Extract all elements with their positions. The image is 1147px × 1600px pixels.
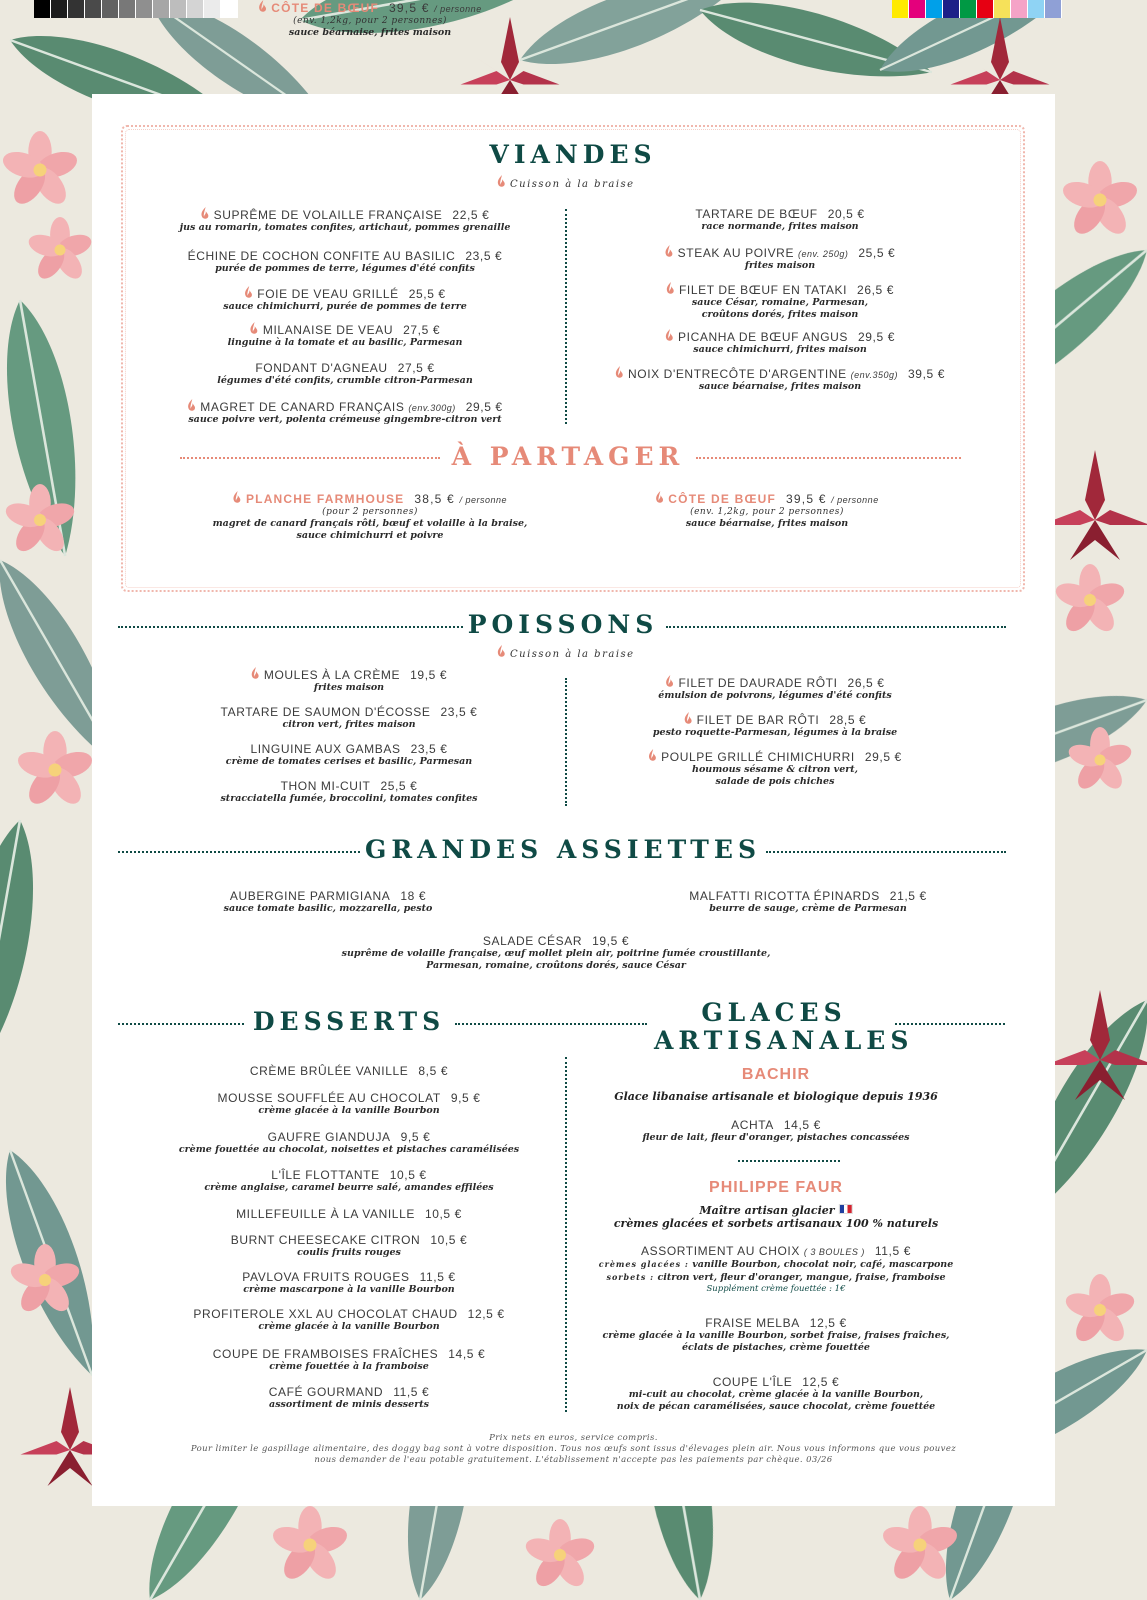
menu-item — [658, 675, 891, 702]
item-name: TARTARE DE SAUMON D'ÉCOSSE — [220, 705, 431, 719]
assortiment-sorbets-label: sorbets : — [606, 1272, 655, 1282]
item-note: (env.300g) — [408, 403, 456, 413]
partager-title: À PARTAGER — [451, 442, 685, 471]
item-price: 29,5 € — [864, 750, 902, 764]
item-note: (env. 1,2kg, pour 2 personnes) — [690, 507, 844, 517]
item-price: 26,5 € — [857, 283, 895, 297]
menu-item — [242, 1270, 455, 1296]
item-name: PLANCHE FARMHOUSE — [245, 492, 405, 506]
menu-item — [648, 749, 902, 788]
flame-icon — [244, 286, 253, 299]
assortiment-cremes-label: crèmes glacées : — [598, 1259, 689, 1269]
glaces-title-line1: GLACES — [701, 998, 847, 1027]
item-description: assortiment de minis desserts — [269, 1399, 429, 1410]
item-name: MILLEFEUILLE À LA VANILLE — [236, 1207, 415, 1221]
item-description: crème de tomates cerises et basilic, Parmesan — [225, 756, 473, 767]
item-heading — [228, 322, 463, 337]
item-heading — [643, 1118, 910, 1132]
item-heading — [226, 742, 472, 756]
item-price: 25,5 € — [408, 287, 446, 301]
flame-icon — [615, 366, 624, 379]
item-heading — [179, 1130, 519, 1144]
menu-item — [188, 249, 503, 275]
item-description: purée de pommes de terre, légumes d'été confits — [215, 263, 475, 274]
flame-icon — [655, 491, 664, 504]
item-name: CRÈME BRÛLÉE VANILLE — [249, 1064, 409, 1078]
menu-item — [617, 1375, 935, 1413]
menu-item — [615, 366, 945, 393]
assortiment-supplement: Supplément crème fouettée : 1€ — [706, 1284, 846, 1294]
item-price: 19,5 € — [410, 668, 448, 682]
item-heading — [258, 0, 481, 15]
item-price: 14,5 € — [783, 1118, 821, 1132]
item-price: 12,5 € — [809, 1316, 847, 1330]
item-price: 10,5 € — [430, 1233, 468, 1247]
item-heading — [653, 712, 897, 727]
item-heading — [658, 675, 891, 690]
flame-icon — [665, 245, 674, 258]
color-swatches — [892, 0, 1062, 18]
partager-rule-left — [180, 457, 440, 459]
item-name: SALADE CÉSAR — [482, 934, 583, 948]
menu-item — [217, 1091, 480, 1117]
item-description: beurre de sauge, crème de Parmesan — [709, 903, 907, 914]
item-price: 20,5 € — [827, 207, 865, 221]
item-name: L'ÎLE FLOTTANTE — [271, 1168, 380, 1182]
glaces-title-line2: ARTISANALES — [654, 1026, 914, 1055]
item-name: MOULES À LA CRÈME — [263, 668, 401, 682]
flame-icon — [665, 675, 674, 688]
glaces-rule-right — [895, 1023, 1005, 1025]
flame-icon — [250, 322, 259, 335]
item-price: 38,5 € — [414, 492, 455, 506]
item-price: 12,5 € — [802, 1375, 840, 1389]
item-name: PROFITEROLE XXL AU CHOCOLAT CHAUD — [193, 1307, 458, 1321]
footer-line-2: Pour limiter le gaspillage alimentaire, des doggy bag sont à votre disposition. Tous nos œufs sont issus d'élevages plein air. Nous vous informons que vous pouvez — [190, 1444, 957, 1454]
faur-brand: PHILIPPE FAUR — [709, 1179, 843, 1196]
item-description: sauce chimichurri, frites maison — [693, 344, 867, 355]
item-price: 19,5 € — [592, 934, 630, 948]
item-price: 23,5 € — [440, 705, 478, 719]
menu-item — [179, 1130, 519, 1156]
item-description: crème fouettée à la framboise — [269, 1361, 429, 1372]
item-price: 9,5 € — [400, 1130, 431, 1144]
poissons-rule-right — [666, 626, 1006, 628]
item-heading — [217, 1091, 480, 1105]
item-per: / personne — [831, 495, 879, 505]
viandes-column-divider — [565, 209, 567, 424]
assortiment-item — [599, 1244, 954, 1294]
menu-item — [258, 0, 481, 39]
faur-tagline — [614, 1204, 938, 1230]
menu-item — [193, 1307, 504, 1333]
item-name: COUPE L'ÎLE — [712, 1375, 793, 1389]
flame-icon — [666, 282, 675, 295]
menu-item — [187, 399, 502, 426]
menu-item — [695, 207, 864, 233]
item-heading — [242, 1270, 455, 1284]
item-description: sauce béarnaise, frites maison — [288, 27, 452, 38]
item-note: (env. 1,2kg, pour 2 personnes) — [293, 16, 447, 26]
item-description: citron vert, frites maison — [282, 719, 416, 730]
item-heading — [213, 1347, 485, 1361]
flame-icon — [251, 667, 260, 680]
item-description: houmous sésame & citron vert, — [692, 764, 858, 775]
viandes-title: VIANDES — [489, 140, 657, 169]
menu-item — [228, 322, 463, 349]
menu-item — [603, 1316, 950, 1354]
assortiment-name: ASSORTIMENT AU CHOIX — [641, 1244, 800, 1258]
item-description: linguine à la tomate et au basilic, Parmesan — [227, 337, 463, 348]
item-heading — [223, 286, 467, 301]
assiettes-rule-left — [118, 851, 360, 853]
item-description: crème glacée à la vanille Bourbon, sorbet fraise, fraises fraîches, — [602, 1330, 950, 1341]
menu-item — [224, 889, 433, 915]
item-price: 22,5 € — [452, 208, 490, 222]
item-per: / personne — [434, 4, 482, 14]
item-price: 25,5 € — [380, 779, 418, 793]
menu-item — [250, 1064, 448, 1078]
menu-item — [655, 491, 878, 530]
poissons-rule-left — [118, 626, 463, 628]
item-description: coulis fruits rouges — [297, 1247, 401, 1258]
assortiment-price: 11,5 € — [874, 1244, 911, 1258]
item-price: 39,5 € — [908, 367, 945, 381]
faur-tagline-1: Maître artisan glacier — [699, 1204, 835, 1217]
assiettes-rule-right — [766, 851, 1006, 853]
footer-notes — [92, 1433, 1055, 1466]
menu-item — [231, 1233, 468, 1259]
item-description: mi-cuit au chocolat, crème glacée à la vanille Bourbon, — [628, 1389, 924, 1400]
item-name: ACHTA — [731, 1118, 774, 1132]
item-heading — [221, 705, 478, 719]
menu-item — [342, 934, 771, 972]
menu-item — [665, 329, 895, 356]
item-heading — [655, 491, 878, 506]
menu-item — [217, 361, 472, 387]
item-price: 25,5 € — [858, 246, 896, 260]
item-description: jus au romarin, tomates confites, artichaut, pommes grenaille — [179, 222, 511, 233]
item-name: AUBERGINE PARMIGIANA — [229, 889, 391, 903]
item-name: FILET DE DAURADE RÔTI — [678, 676, 838, 690]
item-name: PICANHA DE BŒUF ANGUS — [678, 330, 848, 344]
item-heading — [666, 282, 894, 297]
item-description: émulsion de poivrons, légumes d'été confits — [658, 690, 892, 701]
menu-item — [223, 286, 467, 313]
item-name: FOIE DE VEAU GRILLÉ — [257, 287, 399, 301]
item-description: frites maison — [313, 682, 385, 693]
item-name: CÔTE DE BŒUF — [668, 492, 777, 506]
item-price: 11,5 € — [419, 1270, 456, 1284]
poissons-title: POISSONS — [467, 610, 659, 639]
item-description: race normande, frites maison — [701, 221, 859, 232]
item-description: magret de canard français rôti, bœuf et volaille à la braise, — [212, 518, 528, 529]
item-name: MILANAISE DE VEAU — [262, 323, 394, 337]
item-description: fleur de lait, fleur d'oranger, pistaches concassées — [642, 1132, 910, 1143]
item-heading — [188, 249, 503, 263]
item-name: GAUFRE GIANDUJA — [267, 1130, 391, 1144]
flame-icon — [497, 645, 506, 658]
item-description: noix de pécan caramélisées, sauce chocolat, crème fouettée — [616, 1401, 936, 1412]
item-heading — [648, 749, 902, 764]
menu-item — [689, 889, 927, 915]
item-description: crème mascarpone à la vanille Bourbon — [243, 1284, 455, 1295]
flame-icon — [497, 175, 506, 188]
item-heading — [213, 491, 528, 506]
menu-item — [236, 1207, 462, 1221]
item-name: PAVLOVA FRUITS ROUGES — [242, 1270, 410, 1284]
item-heading — [236, 1207, 462, 1221]
item-description: sauce tomate basilic, mozzarella, pesto — [223, 903, 433, 914]
flame-icon — [665, 329, 674, 342]
item-heading — [665, 245, 896, 260]
partager-rule-right — [696, 457, 961, 459]
item-description: sauce chimichurri et poivre — [296, 530, 444, 541]
item-price: 12,5 € — [467, 1307, 505, 1321]
item-description: sauce chimichurri, purée de pommes de terre — [223, 301, 467, 312]
item-price: 9,5 € — [450, 1091, 481, 1105]
item-name: ÉCHINE DE COCHON CONFITE AU BASILIC — [187, 249, 456, 263]
item-name: SUPRÊME DE VOLAILLE FRANÇAISE — [213, 208, 443, 222]
item-description: stracciatella fumée, broccolini, tomates confites — [220, 793, 478, 804]
item-name: FILET DE BŒUF EN TATAKI — [678, 283, 848, 297]
menu-item — [665, 245, 896, 272]
menu-item — [269, 1385, 430, 1411]
item-name: CÔTE DE BŒUF — [271, 1, 380, 15]
item-name: FILET DE BAR RÔTI — [696, 713, 820, 727]
item-price: 10,5 € — [389, 1168, 427, 1182]
item-heading — [217, 361, 472, 375]
menu-item — [213, 491, 528, 542]
item-heading — [250, 1064, 448, 1078]
item-description: suprême de volaille française, œuf mollet plein air, poitrine fumée croustillante, — [341, 948, 771, 959]
item-description: pesto roquette-Parmesan, légumes à la braise — [652, 727, 898, 738]
item-heading — [204, 1168, 493, 1182]
item-name: BURNT CHEESECAKE CITRON — [230, 1233, 421, 1247]
glaces-separator — [738, 1160, 840, 1162]
desserts-title: DESSERTS — [252, 1007, 446, 1036]
flame-icon — [684, 712, 693, 725]
item-description: salade de pois chiches — [715, 776, 835, 787]
menu-item — [213, 1347, 485, 1373]
item-description: crème glacée à la vanille Bourbon — [258, 1321, 440, 1332]
item-name: MOUSSE SOUFFLÉE AU CHOCOLAT — [217, 1091, 441, 1105]
item-description: crème glacée à la vanille Bourbon — [258, 1105, 440, 1116]
flame-icon — [187, 399, 196, 412]
item-price: 26,5 € — [847, 676, 885, 690]
grayscale-swatches — [34, 0, 238, 18]
item-price: 27,5 € — [403, 323, 441, 337]
item-heading — [180, 207, 511, 222]
item-name: FRAISE MELBA — [705, 1316, 800, 1330]
item-price: 23,5 € — [465, 249, 503, 263]
item-description: sauce béarnaise, frites maison — [698, 381, 862, 392]
flame-icon — [201, 207, 210, 220]
menu-item — [666, 282, 894, 321]
item-heading — [665, 329, 895, 344]
item-name: NOIX D'ENTRECÔTE D'ARGENTINE — [628, 367, 847, 381]
item-note: (pour 2 personnes) — [322, 507, 418, 517]
flame-icon — [258, 0, 267, 13]
item-name: THON MI-CUIT — [280, 779, 371, 793]
item-price: 10,5 € — [424, 1207, 462, 1221]
menu-item — [220, 779, 477, 805]
menu-item — [221, 705, 478, 731]
item-price: 27,5 € — [397, 361, 435, 375]
item-heading — [224, 889, 433, 903]
item-price: 11,5 € — [393, 1385, 430, 1399]
item-description: sauce César, romaine, Parmesan, — [691, 297, 869, 308]
item-name: MALFATTI RICOTTA ÉPINARDS — [689, 889, 880, 903]
footer-line-3: nous demander de l'eau potable gratuitement. L'établissement n'accepte pas les paiements par chèque. 03/26 — [314, 1455, 833, 1465]
item-price: 14,5 € — [448, 1347, 486, 1361]
bachir-tagline: Glace libanaise artisanale et biologique depuis 1936 — [614, 1090, 938, 1103]
assortiment-cremes: vanille Bourbon, chocolat noir, café, mascarpone — [692, 1259, 954, 1270]
item-price: 21,5 € — [889, 889, 927, 903]
item-name: STEAK AU POIVRE — [677, 246, 795, 260]
item-heading — [615, 366, 945, 381]
desserts-rule-mid — [455, 1023, 647, 1025]
item-name: POULPE GRILLÉ CHIMICHURRI — [661, 750, 855, 764]
item-name: LINGUINE AUX GAMBAS — [250, 742, 401, 756]
item-name: TARTARE DE BŒUF — [695, 207, 818, 221]
item-heading — [269, 1385, 430, 1399]
item-price: 18 € — [400, 889, 427, 903]
menu-item — [180, 207, 511, 234]
item-heading — [187, 399, 502, 414]
item-description: Parmesan, romaine, croûtons dorés, sauce César — [426, 960, 686, 971]
item-description: sauce poivre vert, polenta crémeuse gingembre-citron vert — [188, 414, 502, 425]
item-description: frites maison — [744, 260, 816, 271]
item-price: 23,5 € — [410, 742, 448, 756]
france-flag-icon — [839, 1204, 853, 1214]
assiettes-title: GRANDES ASSIETTES — [365, 835, 761, 864]
item-price: 8,5 € — [418, 1064, 449, 1078]
item-heading — [193, 1307, 504, 1321]
item-heading — [603, 1316, 950, 1330]
item-description: sauce béarnaise, frites maison — [685, 518, 849, 529]
poissons-subtitle: Cuisson à la braise — [497, 645, 635, 660]
item-heading — [231, 1233, 468, 1247]
item-description: légumes d'été confits, crumble citron-Parmesan — [217, 375, 473, 386]
item-description: éclats de pistaches, crème fouettée — [682, 1342, 870, 1353]
assortiment-note: ( 3 BOULES ) — [803, 1247, 865, 1257]
item-description: crème anglaise, caramel beurre salé, amandes effilées — [204, 1182, 494, 1193]
item-heading — [342, 934, 771, 948]
desserts-rule-left — [118, 1023, 244, 1025]
bachir-brand: BACHIR — [741, 1066, 811, 1083]
item-heading — [220, 779, 477, 793]
item-description: crème fouettée au chocolat, noisettes et pistaches caramélisées — [178, 1144, 520, 1155]
item-description: croûtons dorés, frites maison — [701, 309, 859, 320]
item-price: 28,5 € — [829, 713, 867, 727]
item-price: 39,5 € — [389, 1, 430, 15]
item-price: 29,5 € — [858, 330, 895, 344]
item-heading — [689, 889, 927, 903]
item-price: 39,5 € — [786, 492, 827, 506]
viandes-subtitle: Cuisson à la braise — [497, 175, 635, 190]
item-name: COUPE DE FRAMBOISES FRAÎCHES — [212, 1347, 439, 1361]
menu-item — [251, 667, 447, 694]
item-name: FONDANT D'AGNEAU — [255, 361, 388, 375]
faur-tagline-2: crèmes glacées et sorbets artisanaux 100 % naturels — [613, 1217, 939, 1230]
desserts-column-divider — [565, 1057, 567, 1412]
item-price: 29,5 € — [465, 400, 503, 414]
menu-item — [226, 742, 472, 768]
flame-icon — [648, 749, 657, 762]
item-per: / personne — [459, 495, 508, 505]
item-note: (env.350g) — [850, 370, 899, 380]
menu-item — [643, 1118, 910, 1144]
item-name: MAGRET DE CANARD FRANÇAIS — [200, 400, 405, 414]
assortiment-sorbets: citron vert, fleur d'oranger, mangue, fraise, framboise — [657, 1272, 946, 1283]
item-heading — [617, 1375, 935, 1389]
item-heading — [695, 207, 864, 221]
menu-item — [653, 712, 897, 739]
flame-icon — [233, 491, 242, 504]
item-name: CAFÉ GOURMAND — [268, 1385, 384, 1399]
item-heading — [251, 667, 447, 682]
poissons-column-divider — [565, 678, 567, 806]
footer-line-1: Prix nets en euros, service compris. — [489, 1433, 658, 1443]
item-note: (env. 250g) — [797, 249, 849, 259]
menu-item — [204, 1168, 493, 1194]
